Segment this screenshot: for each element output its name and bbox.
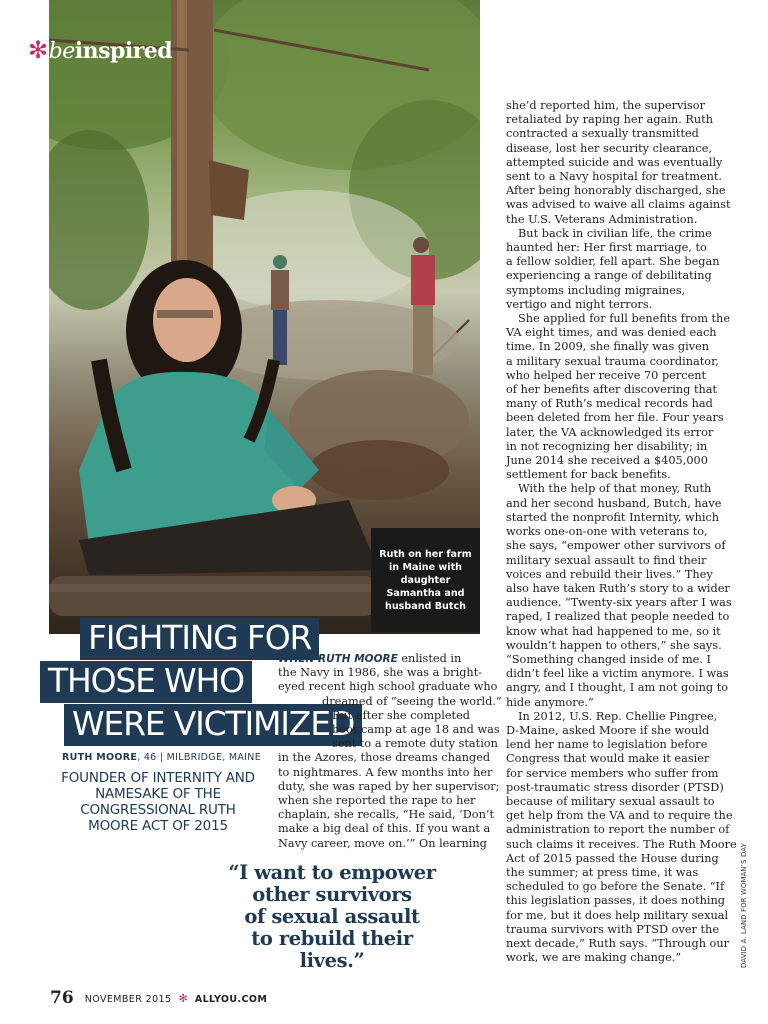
text-line: get help from the VA and to require the: [506, 809, 733, 823]
text-line: dreamed of “seeing the world.”: [322, 694, 502, 708]
section-brand-logo: [28, 36, 172, 64]
byline: [62, 752, 261, 763]
text-line: But after she completed: [332, 708, 471, 722]
text-line: post-traumatic stress disorder (PTSD): [506, 780, 724, 794]
text-line: in the Azores, those dreams changed: [278, 751, 491, 765]
text-line: experiencing a range of debilitating: [506, 269, 712, 283]
text-line: was advised to waive all claims against: [506, 198, 731, 212]
issue-date: NOVEMBER 2015: [84, 994, 172, 1005]
body-column-right: [506, 99, 737, 965]
page-footer: [50, 987, 267, 1008]
byline-name: RUTH MOORE: [62, 752, 138, 763]
text-line: for service members who suffer from: [506, 766, 719, 780]
text-line: of her benefits after discovering that: [506, 383, 718, 397]
text-line: scheduled to go before the Senate. “If: [506, 880, 725, 894]
text-line: eyed recent high school graduate who: [278, 680, 498, 694]
pull-quote-line: other survivors: [252, 883, 412, 906]
body-column-middle: [278, 652, 500, 851]
text-line: the Navy in 1986, she was a bright-: [278, 666, 483, 680]
text-line: the U.S. Veterans Administration.: [506, 212, 698, 226]
headline-line-2: THOSE WHO: [40, 661, 252, 703]
text-line: voices and rebuild their lives.” They: [506, 567, 713, 581]
brand-be: be: [48, 39, 75, 64]
photo-credit: DAVID A. LAND FOR WOMAN’S DAY: [740, 843, 748, 968]
text-line: many of Ruth’s medical records had: [506, 397, 713, 411]
text-line: to nightmares. A few months into her: [278, 765, 493, 779]
text-line: the summer; at press time, it was: [506, 865, 699, 879]
footer-star-icon: ✻: [178, 992, 188, 1005]
text-line: she’d reported him, the supervisor: [506, 99, 705, 112]
brand-star-icon: ✻: [28, 36, 48, 64]
text-line: But back in civilian life, the crime: [518, 226, 712, 240]
text-line: chaplain, she recalls, “He said, ‘Don’t: [278, 808, 495, 822]
text-line: also have taken Ruth’s story to a wider: [506, 581, 730, 595]
text-line: works one-on-one with veterans to,: [506, 525, 708, 539]
byline-details: , 46 | MILBRIDGE, MAINE: [137, 752, 261, 763]
text-line: VA eight times, and was denied each: [506, 326, 717, 340]
website-link[interactable]: ALLYOU.COM: [194, 994, 268, 1005]
text-line: because of military sexual assault to: [506, 794, 715, 808]
pull-quote: [216, 862, 448, 972]
text-line: Congress that would make it easier: [506, 752, 710, 766]
text-line: In 2012, U.S. Rep. Chellie Pingree,: [518, 709, 718, 723]
headline-line-1: FIGHTING FOR: [80, 618, 319, 660]
text-line: been deleted from her file. Four years: [506, 411, 724, 425]
pull-quote-line: to rebuild their lives.”: [251, 927, 413, 972]
text-line: With the help of that money, Ruth: [518, 482, 712, 496]
text-line: make a big deal of this. If you want a: [278, 822, 491, 836]
text-line: symptoms including migraines,: [506, 283, 686, 297]
lead-in: WHEN RUTH MOORE: [278, 653, 398, 665]
page-number: 76: [50, 988, 74, 1008]
text-line: contracted a sexually transmitted: [506, 127, 699, 141]
text-line: a military sexual trauma coordinator,: [506, 354, 719, 368]
text-line: June 2014 she received a $405,000: [506, 454, 708, 468]
text-line: a fellow soldier, fell apart. She began: [506, 255, 720, 269]
text-line: sent to a remote duty station: [332, 737, 498, 751]
text-line: know what had happened to me, so it: [506, 624, 721, 638]
text-line: for me, but it does help military sexual: [506, 908, 729, 922]
text-line: lend her name to legislation before: [506, 738, 708, 752]
text-line: started the nonprofit Internity, which: [506, 510, 720, 524]
text-line: After being honorably discharged, she: [506, 184, 726, 198]
subject-role: FOUNDER OF INTERNITY AND NAMESAKE OF THE CONGRESSIONAL RUTH MOORE ACT OF 2015: [61, 770, 255, 834]
text-line: Act of 2015 passed the House during: [506, 851, 719, 865]
text-line: boot camp at age 18 and was: [332, 723, 500, 737]
text-line: this legislation passes, it does nothing: [506, 894, 726, 908]
text-line: attempted suicide and was eventually: [506, 155, 723, 169]
text-line: military sexual assault to find their: [506, 553, 707, 567]
text-line: vertigo and night terrors.: [506, 297, 653, 311]
text-line: angry, and I thought, I am not going to: [506, 681, 729, 695]
text-line: who helped her receive 70 percent: [506, 368, 707, 382]
text-line: retaliated by raping her again. Ruth: [506, 113, 713, 127]
text-line: time. In 2009, she finally was given: [506, 340, 710, 354]
text-line: settlement for back benefits.: [506, 468, 671, 482]
text-line: and her second husband, Butch, have: [506, 496, 722, 510]
text-line: such claims it receives. The Ruth Moore: [506, 837, 737, 851]
text-line: when she reported the rape to her: [278, 794, 476, 808]
headline-line-3: WERE VICTIMIZED: [64, 704, 362, 746]
text-line: audience. “Twenty-six years after I was: [506, 596, 732, 610]
text-line: D-Maine, asked Moore if she would: [506, 723, 710, 737]
text-line: work, we are making change.”: [506, 951, 682, 965]
text-line: raped, I realized that people needed to: [506, 610, 730, 624]
text-line: didn’t feel like a victim anymore. I was: [506, 667, 729, 681]
text-line: in not recognizing her disability; in: [506, 439, 708, 453]
text-line: she says, “empower other survivors of: [506, 539, 726, 553]
pull-quote-line: of sexual assault: [244, 905, 420, 928]
text-line: Navy career, move on.’” On learning: [278, 836, 487, 850]
text-line: trauma survivors with PTSD over the: [506, 922, 720, 936]
text-line: sent to a Navy hospital for treatment.: [506, 170, 722, 184]
text-line: wouldn’t happen to others,” she says.: [506, 638, 722, 652]
text-line: disease, lost her security clearance,: [506, 141, 713, 155]
text-line: haunted her: Her first marriage, to: [506, 241, 707, 255]
text-line: WHEN RUTH MOORE enlisted in: [278, 652, 462, 665]
pull-quote-line: “I want to empower: [228, 861, 436, 884]
text-line: duty, she was raped by her supervisor;: [278, 779, 500, 793]
text-line: administration to report the number of: [506, 823, 730, 837]
text-line: hide anymore.”: [506, 695, 594, 709]
brand-inspired: inspired: [74, 38, 173, 64]
text-line: later, the VA acknowledged its error: [506, 425, 714, 439]
text-line: next decade,” Ruth says. “Through our: [506, 936, 730, 950]
text-line: “Something changed inside of me. I: [506, 652, 712, 666]
photo-caption: Ruth on her farm in Maine with daughter Samantha and husband Butch: [371, 528, 480, 632]
text-line: She applied for full benefits from the: [518, 312, 730, 326]
